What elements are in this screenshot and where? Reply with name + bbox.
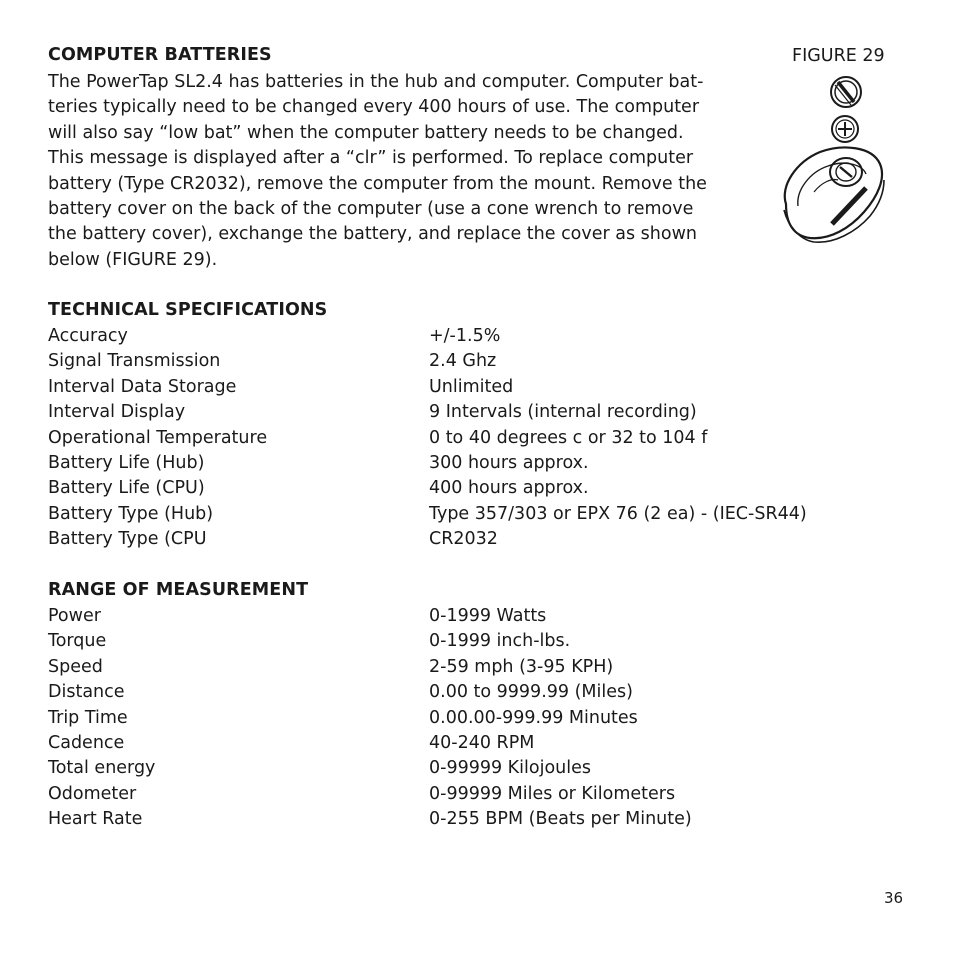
battery-instructions: [48, 70, 748, 273]
range-value: 0.00.00-999.99 Minutes: [429, 707, 638, 728]
spec-label: Interval Data Storage: [48, 376, 237, 397]
range-row: [48, 706, 908, 731]
range-row: [48, 756, 908, 781]
range-label: Power: [48, 606, 101, 626]
paragraph-line: battery cover on the back of the computer (use a cone wrench to remove: [48, 199, 694, 220]
range-value: 0-1999 inch-lbs.: [429, 631, 571, 652]
spec-value: CR2032: [429, 529, 498, 550]
paragraph-line: will also say “low bat” when the computer battery needs to be changed.: [48, 122, 684, 143]
range-of-measurement-list: [48, 604, 908, 833]
range-value: 0-99999 Kilojoules: [429, 758, 591, 779]
range-row: [48, 807, 908, 832]
range-row: [48, 782, 908, 807]
spec-label: Battery Life (CPU): [48, 478, 205, 499]
paragraph-line: The PowerTap SL2.4 has batteries in the hub and computer. Computer bat-: [48, 72, 704, 92]
range-value: 2-59 mph (3-95 KPH): [429, 656, 614, 677]
range-label: Odometer: [48, 783, 137, 804]
range-value: 40-240 RPM: [429, 732, 535, 753]
paragraph-line: the battery cover), exchange the battery, and replace the cover as shown: [48, 224, 697, 245]
spec-value: Unlimited: [429, 376, 514, 397]
technical-specifications-list: [48, 324, 908, 553]
range-value: 0-255 BPM (Beats per Minute): [429, 809, 692, 830]
spec-value: Type 357/303 or EPX 76 (2 ea) - (IEC-SR44): [429, 503, 807, 524]
paragraph-line: teries typically need to be changed every 400 hours of use. The computer: [48, 97, 700, 118]
computer-housing-icon: [784, 148, 884, 243]
range-label: Heart Rate: [48, 809, 143, 830]
spec-label: Accuracy: [48, 326, 128, 346]
spec-label: Operational Temperature: [48, 427, 268, 448]
range-label: Speed: [48, 656, 103, 677]
paragraph-line: This message is displayed after a “clr” is performed. To replace computer: [48, 148, 694, 169]
spec-label: Battery Type (CPU: [48, 529, 207, 550]
spec-value: 400 hours approx.: [429, 478, 589, 499]
spec-label: Interval Display: [48, 402, 186, 423]
spec-value: 0 to 40 degrees c or 32 to 104 f: [429, 427, 708, 448]
range-label: Torque: [48, 631, 107, 652]
range-row: [48, 629, 908, 654]
spec-row: [48, 324, 908, 349]
spec-row: [48, 451, 908, 476]
technical-specifications-heading: TECHNICAL SPECIFICATIONS: [48, 300, 328, 320]
paragraph-line: battery (Type CR2032), remove the computer from the mount. Remove the: [48, 173, 707, 194]
spec-label: Battery Life (Hub): [48, 452, 205, 473]
spec-row: [48, 426, 908, 451]
battery-replacement-illustration: [774, 74, 894, 249]
spec-value: 2.4 Ghz: [429, 351, 497, 372]
spec-value: +/-1.5%: [429, 326, 501, 346]
range-value: 0.00 to 9999.99 (Miles): [429, 682, 633, 703]
page-number: 36: [884, 889, 904, 907]
spec-label: Battery Type (Hub): [48, 503, 214, 524]
spec-row: [48, 527, 908, 552]
spec-row: [48, 349, 908, 374]
spec-row: [48, 502, 908, 527]
range-row: [48, 604, 908, 629]
spec-row: [48, 476, 908, 501]
range-label: Cadence: [48, 732, 125, 753]
figure-label: FIGURE 29: [792, 46, 885, 66]
range-row: [48, 680, 908, 705]
paragraph-line: below (FIGURE 29).: [48, 249, 218, 270]
range-label: Total energy: [48, 758, 156, 779]
range-value: 0-1999 Watts: [429, 606, 547, 626]
range-label: Distance: [48, 682, 125, 703]
computer-batteries-heading: COMPUTER BATTERIES: [48, 45, 272, 65]
spec-value: 9 Intervals (internal recording): [429, 402, 697, 423]
spec-row: [48, 375, 908, 400]
range-row: [48, 655, 908, 680]
battery-cover-icon: [831, 77, 861, 107]
range-of-measurement-heading: RANGE OF MEASUREMENT: [48, 580, 309, 600]
spec-row: [48, 400, 908, 425]
range-label: Trip Time: [48, 707, 128, 728]
range-value: 0-99999 Miles or Kilometers: [429, 783, 676, 804]
spec-value: 300 hours approx.: [429, 452, 589, 473]
coin-battery-icon: [832, 116, 858, 142]
range-row: [48, 731, 908, 756]
spec-label: Signal Transmission: [48, 351, 221, 372]
